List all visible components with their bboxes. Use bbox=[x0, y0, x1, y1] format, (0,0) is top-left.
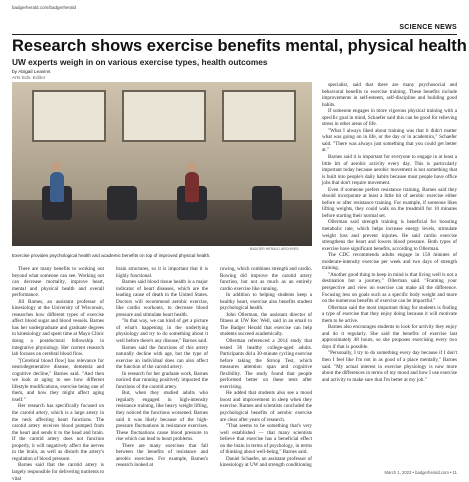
paragraph: rowing, which combines strength and cardio. Rowing did improve the carotid artery function, but not as much as an entirely cardio exercise like running. bbox=[220, 266, 312, 292]
paragraph: Even if someone prefers resistance training, Barnes said they should incorporate at least a little bit of aerobic exercise either before or after resistance training. For example, if someone likes lifting weights, they could walk on the treadmill for 10 minutes before starting their normal set. bbox=[322, 186, 457, 219]
paragraph: "What I always liked about training was that it didn't matter what was going on in life, or the day or in academics," Schaefer said. "There was always just something that you could get better at." bbox=[322, 127, 457, 154]
gym-window bbox=[122, 90, 206, 142]
article-subheadline: UW experts weigh in on various exercise types, health outcomes bbox=[12, 57, 268, 67]
masthead bbox=[12, 5, 457, 31]
paragraph: There are many exercises that fall between the benefits of resistance and aerobic exercises. For example, Barnes's research looked at bbox=[116, 442, 208, 469]
person-figure bbox=[50, 172, 64, 202]
gym-window bbox=[222, 90, 296, 142]
paragraph: Barnes also encourages students to look for activity they enjoy and do it regularly. She said the benefits of exercise last approximately 48 hours, so she proposes exercising every two days if that is possible. bbox=[322, 324, 457, 350]
paragraph: He added that students also see a mood boost and improvement in sleep when they exercise. Barnes and scientists concluded the psychological benefits of aerobic exercise are clear after years of research. bbox=[220, 390, 312, 423]
paragraph: Ollerman referenced a 2014 study that tested 36 healthy college-aged adults. Participants did a 30-minute cycling exercise before taking the Stroop Test, which measures attention span and cognitive flexibility. The study found that people performed better on these tests after exercising. bbox=[220, 338, 312, 390]
paragraph: "[Cerebral blood flow] has relevance for neurodegenerative disease, dementia and cognitive decline," Barnes said. "And then we look at aging to see how different lifestyle modifications, exercise being one of them, and how they might affect aging itself." bbox=[12, 357, 104, 403]
gym-window bbox=[32, 90, 106, 142]
article-column-2 bbox=[116, 266, 208, 469]
paragraph: specialist, said that there are many psychosocial and behavioral benefits to exercise training. These benefits include improvements in self-esteem, self-discipline and building good habits. bbox=[322, 82, 457, 108]
paragraph: Her research has specifically focused on the carotid artery, which is a large artery in the neck affecting heart functions. The carotid artery receives blood pumped from the heart and sends it to the head and brain. If the carotid artery does not function properly, it will negatively affect the nerves in the brain, as well as disturb the artery's regulation of blood pressure. bbox=[12, 403, 104, 462]
photo-caption: Exercise provides psychological health and academic benefits on top of improved physical health. bbox=[12, 253, 211, 258]
byline bbox=[12, 70, 50, 82]
article-column-1 bbox=[12, 266, 104, 482]
header-rule bbox=[12, 34, 457, 35]
page-footer: March 1, 2023 • badgerherald.com • 11 bbox=[384, 470, 457, 475]
paragraph: Barnes said the functions of this artery naturally decline with age, but the type of exercise an individual does can also affect the function of the carotid artery. bbox=[116, 344, 208, 371]
article-column-3 bbox=[220, 266, 312, 469]
paragraph: In research for her graduate work, Barnes noticed that running positively impacted the functions of the carotid artery. bbox=[116, 370, 208, 390]
person-head bbox=[52, 162, 61, 171]
byline-role: Arts Eds. Editor bbox=[12, 76, 46, 81]
paragraph: John Ollerman, the assistant director of fitness at UW Rec Well, said in an email to The Badger Herald that exercise can help students succeed academically. bbox=[220, 311, 312, 338]
paragraph: In addition to helping students keep a healthy heart, exercise also benefits student psychological health. bbox=[220, 292, 312, 312]
paragraph: Barnes said that the carotid artery is largely responsible for delivering nutrients to vital bbox=[12, 462, 104, 482]
paragraph: Ollerman said the most important thing for students is finding a type of exercise that they enjoy doing because it will motivate them to be active. bbox=[322, 304, 457, 324]
article-column-4 bbox=[322, 82, 457, 383]
paragraph: Ollerman said strength training is beneficial for boosting metabolic rate, which helps increase energy levels, stimulate weight loss and prevent injuries. He said cardio exercise strengthens the heart and lowers blood pressure. Both types of exercise have significant benefits, according to Ollerman. bbox=[322, 219, 457, 252]
person-figure bbox=[185, 172, 199, 202]
byline-author: by Abigail Leavins bbox=[12, 70, 51, 75]
paragraph: brain structures, so it is important that it is highly functional. bbox=[116, 266, 208, 279]
paragraph: Daniel Schaefer, an assistant professor of kinesiology at UW and strength conditioning bbox=[220, 455, 312, 469]
paragraph: "In that way, we can kind of get a picture of what's happening in the underlying physiology and try to do something about it well before there's any disease," Barnes said. bbox=[116, 318, 208, 345]
paragraph: "That seems to be something that's very well established — that many scientists believe that exercise has a beneficial effect on the brain in terms of psychology, in terms of thinking about well-being," Barnes said. bbox=[220, 423, 312, 456]
paragraph: But, when they studied adults who regularly engaged in high-intensity resistance training, like heavy weight lifting, they noticed the functions worsened. Barnes said it was likely because of the high-pressure fluctuations in resistance exercises. These fluctuations cause blood pressure to rise which can lead to heart problems. bbox=[116, 390, 208, 443]
paragraph: "Personally, I try to do something every day because if I don't then I feel like I'm not in as good of a place mentally," Barnes said. "My actual interest in exercise physiology is now more about the differences in terms of my mood and how I use exercise and activity to make sure that I'm better at my job." bbox=[322, 350, 457, 383]
paragraph: "Another good thing to keep in mind is that living well is not a destination but a journey," Ollerman said. "Framing your perspective and view on exercise can make all the difference. Focusing less on goals such as a specific body weight and more on the numerous benefits of exercise can be impactful." bbox=[322, 271, 457, 305]
paragraph: Barnes said blood tissue health is a major indicator of heart diseases, which are the leading cause of death in the United States. Doctors will recommend aerobic exercise, like cardio workouts, to decrease blood pressure and stimulate heart health. bbox=[116, 279, 208, 318]
article-headline: Research shows exercise benefits mental, physical health bbox=[12, 37, 467, 55]
paragraph: Jill Barnes, an assistant professor of kinesiology at the University of Wisconsin, researches how different types of exercise affect blood sugar and blood vessels. Barnes has her undergraduate and graduate degrees in kinesiology and spent time at Mayo Clinic doing a postdoctoral fellowship in integrative physiology. Her current research lab focuses on cerebral blood flow. bbox=[12, 298, 104, 358]
site-url[interactable]: badgerherald.com/badgerherald bbox=[12, 5, 77, 10]
gym-photo bbox=[12, 82, 312, 246]
photo-credit: BADGER HERALD ARCHIVES bbox=[250, 247, 299, 251]
exercise-bike bbox=[252, 186, 282, 220]
paragraph: If someone engages in more vigorous physical training with a specific goal in mind, Schaefer said this can be good for relieving stress in other areas of life. bbox=[322, 108, 457, 128]
paragraph: There are many benefits to working out beyond what someone can see. Working out can decrease mortality, improve heart, mental and physical health and overall performance. bbox=[12, 266, 104, 299]
paragraph: The CDC recommends adults engage in 150 minutes of moderate-intensity exercise per week and two days of strength training. bbox=[322, 252, 457, 272]
person-head bbox=[187, 162, 196, 171]
paragraph: Barnes said it is important for everyone to engage in at least a little bit of aerobic activity every day. This is particularly important today because aerobic movement is not something that is built into people's daily habits because most people have office jobs that don't require movement. bbox=[322, 154, 457, 187]
exercise-bike bbox=[107, 186, 137, 220]
section-label: SCIENCE NEWS bbox=[399, 24, 457, 31]
